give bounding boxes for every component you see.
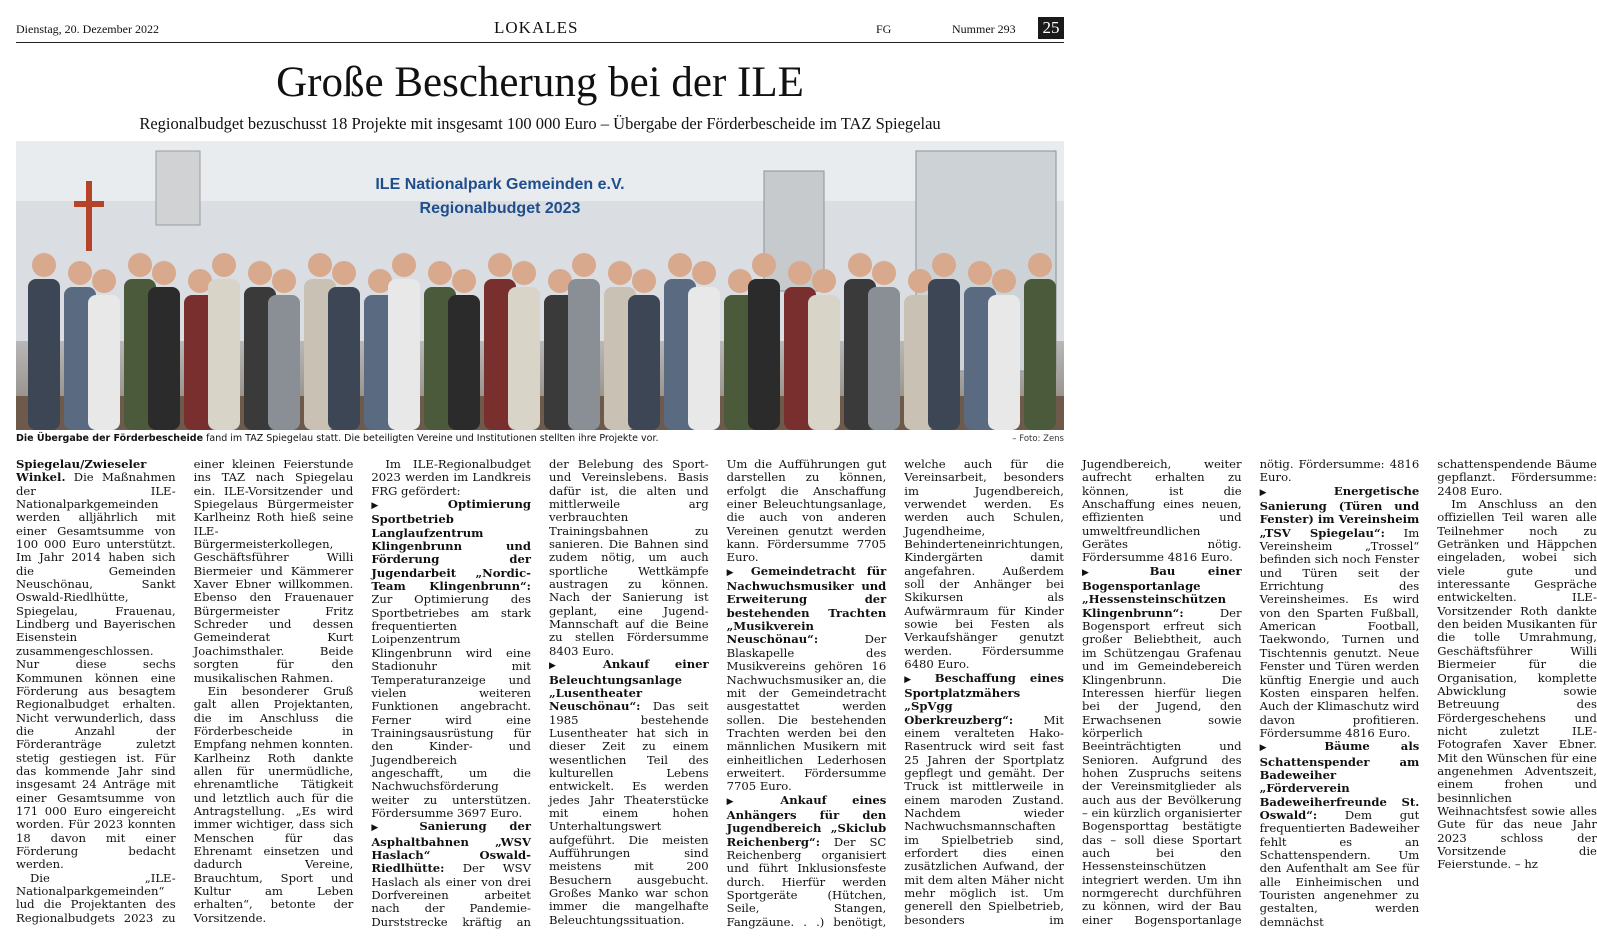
banner-line-2: Regionalbudget 2023 — [419, 200, 581, 217]
funding-item: ▶ Gemeindetracht für Nachwuchsmusiker und Erweiterung der bestehenden Trachten „Musikverein Neuschönau“: Der Blaskapelle des Musikvereins gehören 16 Nachwuchsmusiker an, die mit der Gemeindetracht ausgestattet werden sollen. Die bestehenden Trachten werden bei den männlichen Musikern mit einheitlichen Lederhosen erweitert. Fördersumme 7705 Euro. — [726, 563, 887, 794]
person-head — [512, 261, 536, 285]
person-body — [748, 279, 780, 430]
section-title: LOKALES — [494, 18, 579, 37]
funding-item: ▶ Bäume als Schattenspender am Badeweiher „Förderverein Badeweiherfreunde St. Oswald“: Dem gut frequentierten Badeweiher fehlt es an Schattenspendern. Um den Aufenthalt am See für alle Einheimischen und Touristen angenehmer zu gestalten, werden demnächst schattenspendende Bäume gepflanzt. Fördersumme: 2408 Euro. — [1259, 457, 1597, 929]
person-head — [1028, 253, 1052, 277]
person-body — [88, 295, 120, 430]
funding-item: ▶ Ankauf einer Beleuchtungsanlage „Lusentheater Neuschönau“: Das seit 1985 bestehende Lusentheater hat sich in dieser Zeit zu einem wesentlichen Teil des kulturellen Lebens entwickelt. Es werden jedes Jahr Theaterstücke mit einem hohen Unterhaltungswert aufgeführt. Die meisten Aufführungen sind meistens mit 200 Besuchern ausgebucht. Großes Manko war schon immer die mangelhafte Beleuchtungssituation. Um die Aufführungen gut darstellen zu können, erfolgt die Anschaffung einer Beleuchtungsanlage, die auch von anderen Vereinen genutzt werden kann. Fördersumme 7705 Euro. — [548, 457, 887, 927]
person-body — [208, 279, 240, 430]
person-body — [328, 287, 360, 430]
person-head — [932, 253, 956, 277]
dateline: Spiegelau/Zwieseler Winkel. — [16, 457, 147, 485]
person-body — [868, 287, 900, 430]
person-head — [428, 261, 452, 285]
person-body — [268, 295, 300, 430]
page-header — [16, 18, 1064, 44]
caption-bold: Die Übergabe der Förderbescheide — [16, 433, 204, 444]
person-body — [568, 279, 600, 430]
issue-number: Nummer 293 — [952, 22, 1016, 36]
person-body — [508, 287, 540, 430]
person-head — [692, 261, 716, 285]
funding-item: ▶ Beschaffung eines Sportplatzmähers „SpVgg Oberkreuzberg“: Mit einem veralteten Hako-Rasentruck wird seit fast 25 Jahren der Sportplatz gepflegt und gemäht. Der Truck ist mittlerweile in einem maroden Zustand. Nachdem wieder Nachwuchsmannschaften im Spielbetrieb sind, erfordert dies einen zusätzlichen Aufwand, der mit dem alten Mäher nicht mehr möglich ist. Um generell den Spielbetrieb, besonders im Jugendbereich, weiter aufrecht erhalten zu können, ist die Anschaffung eines neuen, effizienten und umweltfreundlichen Gerätes nötig. Fördersumme 4816 Euro. — [904, 457, 1242, 927]
author: – hz — [1514, 857, 1538, 872]
person-body — [28, 279, 60, 430]
person-head — [272, 269, 296, 293]
person-body — [628, 295, 660, 430]
person-body — [928, 279, 960, 430]
issue-date: Dienstag, 20. Dezember 2022 — [16, 22, 159, 36]
subheadline: Regionalbudget bezuschusst 18 Projekte mit insgesamt 100 000 Euro – Übergabe der Förderbescheide im TAZ Spiegelau — [139, 114, 941, 133]
person-head — [608, 261, 632, 285]
article-paragraph: Ein besonderer Gruß galt allen Projektanten, die im Anschluss die Förderbescheide in Empfang nehmen konnten. Karlheinz Roth dankte allen für unermüdliche, ehrenamtliche Tätigkeit und letztlich auch für die Antragstellung. „Es wird immer wichtiger, dass sich Menschen für das Ehrenamt einsetzen und dadurch Vereine, Brauchtum, Sport und Kultur am Leben erhalten“, betonte der Vorsitzende. — [193, 683, 354, 925]
headline: Große Bescherung bei der ILE — [276, 59, 804, 106]
header-rule — [16, 42, 1064, 43]
article-paragraph: Im ILE-Regionalbudget 2023 werden im Landkreis FRG gefördert: — [371, 457, 531, 498]
article-paragraph: Im Anschluss an den offiziellen Teil waren alle Teilnehmer noch zu Getränken und Häppchen eingeladen, wobei sich viele gute und interessante Gespräche entwickelten. ILE-Vorsitzender Roth dankte den beiden Musikanten für die tolle Umrahmung, Geschäftsführer Willi Biermeier für die Organisation, komplette Abwicklung sowie Betreuung des Fördergeschehens und nicht zuletzt ILE-Fotografen Xaver Ebner. Mit den Wünschen für eine angenehmen Adventszeit, einem frohen und besinnlichen Weihnachtsfest sowie alles Gute für das neue Jahr 2023 schloss der Vorsitzende die Feierstunde. – hz — [1437, 497, 1597, 872]
person-head — [68, 261, 92, 285]
person-head — [812, 269, 836, 293]
person-body — [148, 287, 180, 430]
article-paragraph: Spiegelau/Zwieseler Winkel. Die Maßnahmen der ILE-Nationalparkgemeinden werden alljährlich mit einer Gesamtsumme von 100 000 Euro unterstützt. Im Jahr 2014 haben sich die Gemeinden Neuschönau, Sankt Oswald-Riedlhütte, Spiegelau, Frauenau, Lindberg und Bayerischen Eisenstein zusammengeschlossen. Nur diese sechs Kommunen können eine Förderung aus besagtem Regionalbudget erhalten. Nicht verwunderlich, dass die Anzahl der Förderanträge zuletzt stetig gestiegen ist. Für das kommende Jahr sind insgesamt 24 Anträge mit einer Gesamtsumme von 171 000 Euro eingereicht worden. Für 2023 konnten 18 davon mit einer Förderung bedacht werden. — [16, 457, 176, 872]
person-head — [968, 261, 992, 285]
person-head — [32, 253, 56, 277]
person-body — [448, 295, 480, 430]
photo-credit: – Foto: Zens — [1012, 434, 1064, 444]
caption-text: fand im TAZ Spiegelau statt. Die beteiligten Vereine und Institutionen stellten ihre Projekte vor. — [203, 433, 659, 444]
person-head — [92, 269, 116, 293]
person-head — [128, 253, 152, 277]
person-body — [688, 287, 720, 430]
person-head — [488, 253, 512, 277]
group-photo-illustration — [16, 141, 1064, 430]
person-body — [1024, 279, 1056, 430]
person-head — [788, 261, 812, 285]
person-body — [808, 295, 840, 430]
funding-item: ▶ Bau einer Bogensportanlage „Hessensteinschützen Klingenbrunn“: Der Bogensport erfreut sich großer Beliebtheit, auch im Schützengau Grafenau und im Gemeindebereich Klingenbrunn. Die Interessen hierfür liegen bei der Jugend, den Erwachsenen sowie körperlich Beeinträchtigten und Senioren. Aufgrund des hohen Zuspruchs seitens der Vereinsmitglieder als auch aus der Bevölkerung – ein kürzlich organisierter Bogensporttag bestätigte das – soll diese Sportart auch bei den Hessensteinschützen integriert werden. Um ihn normgerecht durchführen zu können, wird der Bau einer Bogensportanlage nötig. Fördersumme: 4816 Euro. — [1081, 457, 1420, 927]
person-body — [988, 295, 1020, 430]
person-head — [752, 253, 776, 277]
page-number: 25 — [1038, 17, 1064, 39]
funding-item: ▶ Sanierung der Asphaltbahnen „WSV Haslach“ Oswald-Riedlhütte: Der WSV Haslach als einer von drei Dorfvereinen arbeitet nach der Pandemie-Durststrecke kräftig an der Belebung des Sport- und Vereinslebens. Basis dafür ist, die alten und mittlerweile arg verbrauchten Trainingsbahnen zu sanieren. Die Bahnen sind zudem nötig, um auch sportliche Wettkämpfe austragen zu können. Nach der Sanierung ist geplant, eine Jugend- Mannschaft auf die Beine zu stellen Fördersumme 8403 Euro. — [371, 457, 709, 929]
person-head — [992, 269, 1016, 293]
person-head — [392, 253, 416, 277]
group-photo — [16, 141, 1064, 430]
person-head — [872, 261, 896, 285]
banner-line-1: ILE Nationalpark Gemeinden e.V. — [375, 176, 625, 193]
article-body — [16, 457, 1597, 934]
funding-item: ▶ Ankauf eines Anhängers für den Jugendbereich „Skiclub Reichenberg“: Der SC Reichenberg organisiert und führt Inklusionsfeste durch. Hierfür werden Sportgeräte (Hütchen, Seile, Stangen, Fangzäune. . .) benötigt, welche auch für die Vereinsarbeit, besonders im Jugendbereich, verwendet werden. Es werden auch Schulen, Jugendheime, Behinderteneinrichtungen, Kindergärten damit angefahren. Außerdem soll der Anhänger bei Skikursen als Aufwärmraum für Kinder sowie bei Festen als Verkaufshänger genutzt werden. Fördersumme 6480 Euro. — [726, 457, 1064, 929]
person-head — [152, 261, 176, 285]
person-head — [212, 253, 236, 277]
person-head — [308, 253, 332, 277]
funding-item: ▶ Energetische Sanierung (Türen und Fenster) im Vereinsheim „TSV Spiegelau“: Im Vereinsheim „Trossel“ befinden sich noch Fenster und Türen seit der Errichtung des Vereinsheimes. Es wird von den Sparten Fußball, American Football, Taekwondo, Turnen und Tischtennis genutzt. Neue Fenster und Türen werden künftig Energie und auch Kosten einsparen helfen. Auch der Klimaschutz wird davon profitieren. Fördersumme 4816 Euro. — [1259, 483, 1420, 740]
person-body — [388, 279, 420, 430]
person-head — [248, 261, 272, 285]
person-head — [668, 253, 692, 277]
article-paragraph: Die „ILE-Nationalparkgemeinden“ lud die Projektanten des Regionalbudgets 2023 zu einer kleinen Feierstunde ins TAZ nach Spiegelau ein. ILE-Vorsitzender und Spiegelaus Bürgermeister Karlheinz Roth hieß seine ILE-Bürgermeisterkollegen, Geschäftsführer Willi Biermeier und Kämmerer Xaver Ebner willkommen. Ebenso den Frauenauer Bürgermeister Fritz Schreder und dessen Gemeinderat Kurt Joachimsthaler. Beide sorgten für den musikalischen Rahmen. — [16, 457, 354, 925]
person-head — [848, 253, 872, 277]
person-head — [632, 269, 656, 293]
edition-code: FG — [876, 22, 892, 36]
person-head — [452, 269, 476, 293]
person-head — [332, 261, 356, 285]
person-head — [572, 253, 596, 277]
funding-item: ▶ Optimierung Sportbetrieb Langlaufzentrum Klingenbrunn und Förderung der Jugendarbeit „Nordic-Team Klingenbrunn“: Zur Optimierung des Sportbetriebes am stark frequentierten Loipenzentrum Klingenbrunn wird eine Stadionuhr mit Temperaturanzeige und vielen weiteren Funktionen angebracht. Ferner wird eine Trainingsausrüstung für den Kinder- und Jugendbereich angeschafft, um die Nachwuchsförderung weiter zu unterstützen. Fördersumme 3697 Euro. — [371, 497, 531, 820]
photo-caption — [16, 433, 1064, 444]
